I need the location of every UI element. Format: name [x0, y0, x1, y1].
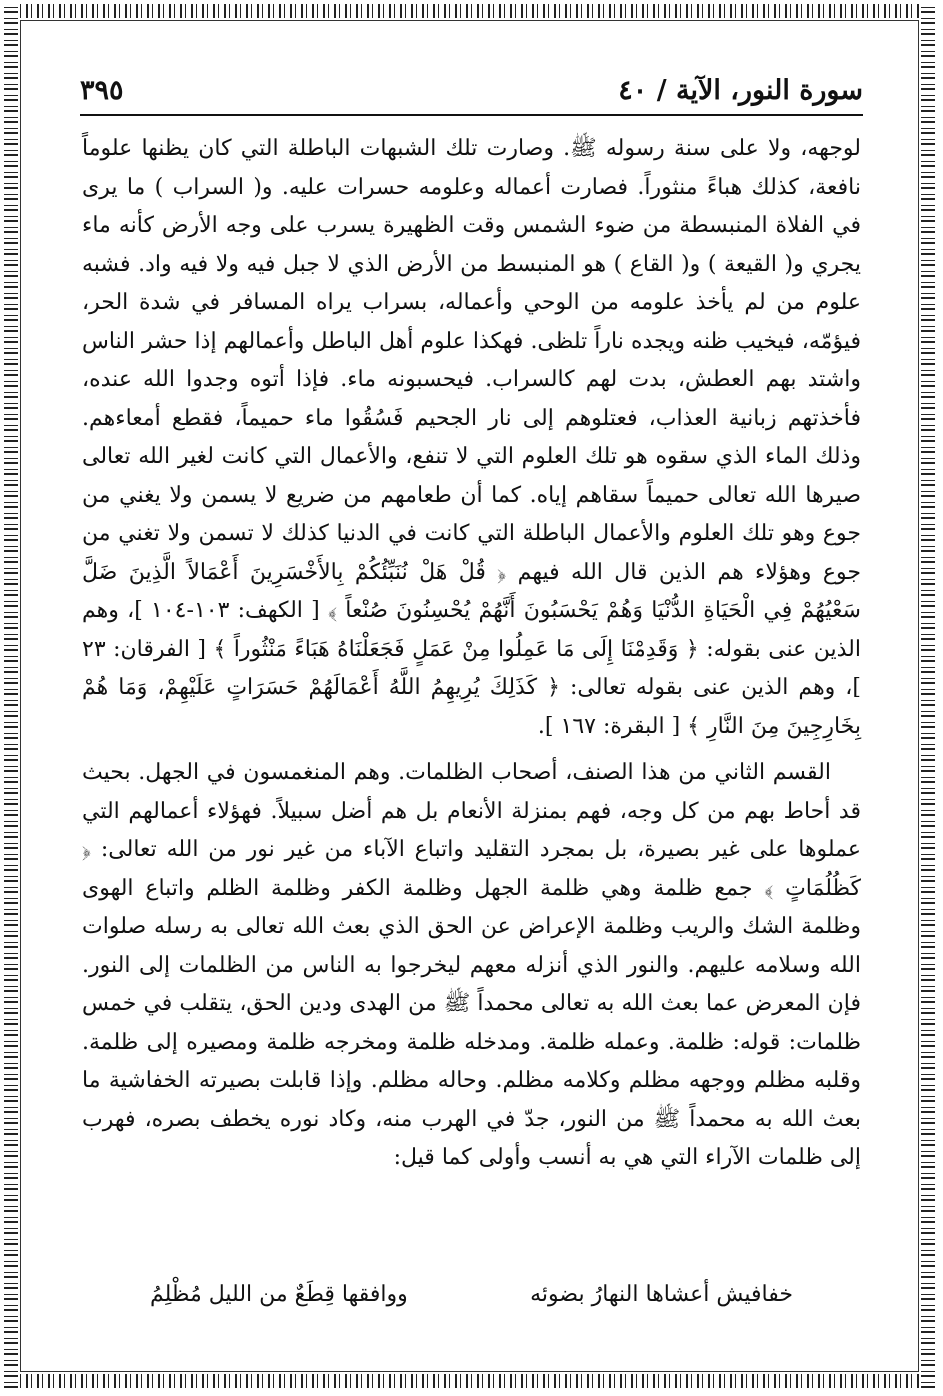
poem-verse: [150, 1282, 793, 1322]
paragraph-1: لوجهه، ولا على سنة رسوله ﷺ. وصارت تلك الشبهات الباطلة التي كان يظنها علوماً نافعة، كذلك هباءً منثوراً. فصارت أعماله وعلومه حسرات عليه. و( السراب ) ما يرى في الفلاة المنبسطة من ضوء الشمس وقت الظهيرة يسرب على وجه الأرض كأنه ماء يجري و( القيعة ) و( القاع ) هو المنبسط من الأرض الذي لا جبل فيه ولا فيه واد. فشبه علوم من لم يأخذ علومه من الوحي وأعماله، بسراب يراه المسافر في شدة الحر، فيؤمّه، فيخيب ظنه ويجده ناراً تلظى. فهكذا علوم أهل الباطل وأعمالهم إذا حشر الناس واشتد بهم العطش، بدت لهم كالسراب. فيحسبونه ماء. فإذا أتوه وجدوا الله عنده، فأخذتهم زبانية العذاب، فعتلوهم إلى نار الجحيم فَسُقُوا ماء حميماً، فقطع أمعاءهم. وذلك الماء الذي سقوه هو تلك العلوم التي لا تنفع، والأعمال التي كانت لغير الله تعالى صيرها الله تعالى حميماً سقاهم إياه. كما أن طعامهم من ضريع لا يسمن ولا يغني من جوع وهو تلك العلوم والأعمال الباطلة التي كانت في الدنيا كذلك لا تسمن ولا تغني من جوع وهؤلاء هم الذين قال الله فيهم ﴿ قُلْ هَلْ نُنَبِّئُكُمْ بِالأَخْسَرِينَ أَعْمَالاً الَّذِينَ ضَلَّ سَعْيُهُمْ فِي الْحَيَاةِ الدُّنْيَا وَهُمْ يَحْسَبُونَ أَنَّهُمْ يُحْسِنُونَ صُنْعاً ﴾ [ الكهف: ١٠٣-١٠٤ ]، وهم الذين عنى بقوله: ﴿ وَقَدِمْنَا إِلَى مَا عَمِلُوا مِنْ عَمَلٍ فَجَعَلْنَاهُ هَبَاءً مَنْثُوراً ﴾ [ الفرقان: ٢٣ ]، وهم الذين عنى بقوله تعالى: ﴿ كَذَلِكَ يُرِيهِمُ اللَّهُ أَعْمَالَهُمْ حَسَرَاتٍ عَلَيْهِمْ، وَمَا هُمْ بِخَارِجِينَ مِنَ النَّارِ ﴾ [ البقرة: ١٦٧ ].: [82, 136, 861, 739]
body-text: [82, 130, 861, 1178]
page-border-right: [921, 4, 935, 1388]
running-title: سورة النور، الآية / ٤٠: [618, 74, 863, 106]
page-border-top: [4, 4, 935, 18]
page-header: [80, 68, 863, 112]
page-border-bottom: [4, 1374, 935, 1388]
paragraph-2: القسم الثاني من هذا الصنف، أصحاب الظلمات. وهم المنغمسون في الجهل. بحيث قد أحاط بهم من كل وجه، فهم بمنزلة الأنعام بل هم أضل سبيلاً. فهؤلاء أعمالهم التي عملوها على غير بصيرة، بل بمجرد التقليد واتباع الآباء من غير نور من الله تعالى: ﴿ كَظُلُمَاتٍ ﴾ جمع ظلمة وهي ظلمة الجهل وظلمة الكفر وظلمة الظلم واتباع الهوى وظلمة الشك والريب وظلمة الإعراض عن الحق الذي بعث الله تعالى به رسله صلوات الله وسلامه عليهم. والنور الذي أنزله معهم ليخرجوا به الناس من الظلمات إلى النور. فإن المعرض عما بعث الله به تعالى محمداً ﷺ من الهدى ودين الحق، يتقلب في خمس ظلمات: قوله: ظلمة. وعمله ظلمة. ومدخله ظلمة ومخرجه ظلمة ومصيره إلى ظلمة. وقلبه مظلم ووجهه مظلم وكلامه مظلم. وحاله مظلم. وإذا قابلت بصيرته الخفاشية ما بعث الله به محمداً ﷺ من النور، جدّ في الهرب منه، وكاد نوره يخطف بصره، فهرب إلى ظلمات الآراء التي هي به أنسب وأولى كما قيل:: [82, 760, 861, 1170]
header-rule: [80, 114, 863, 116]
poem-second-hemistich: ووافقها قِطَعٌ من الليل مُظْلِمُ: [150, 1282, 408, 1307]
poem-first-hemistich: خفافيش أعشاها النهارُ بضوئه: [530, 1282, 793, 1307]
page-border-left: [4, 4, 18, 1388]
page-number: ٣٩٥: [80, 74, 124, 106]
